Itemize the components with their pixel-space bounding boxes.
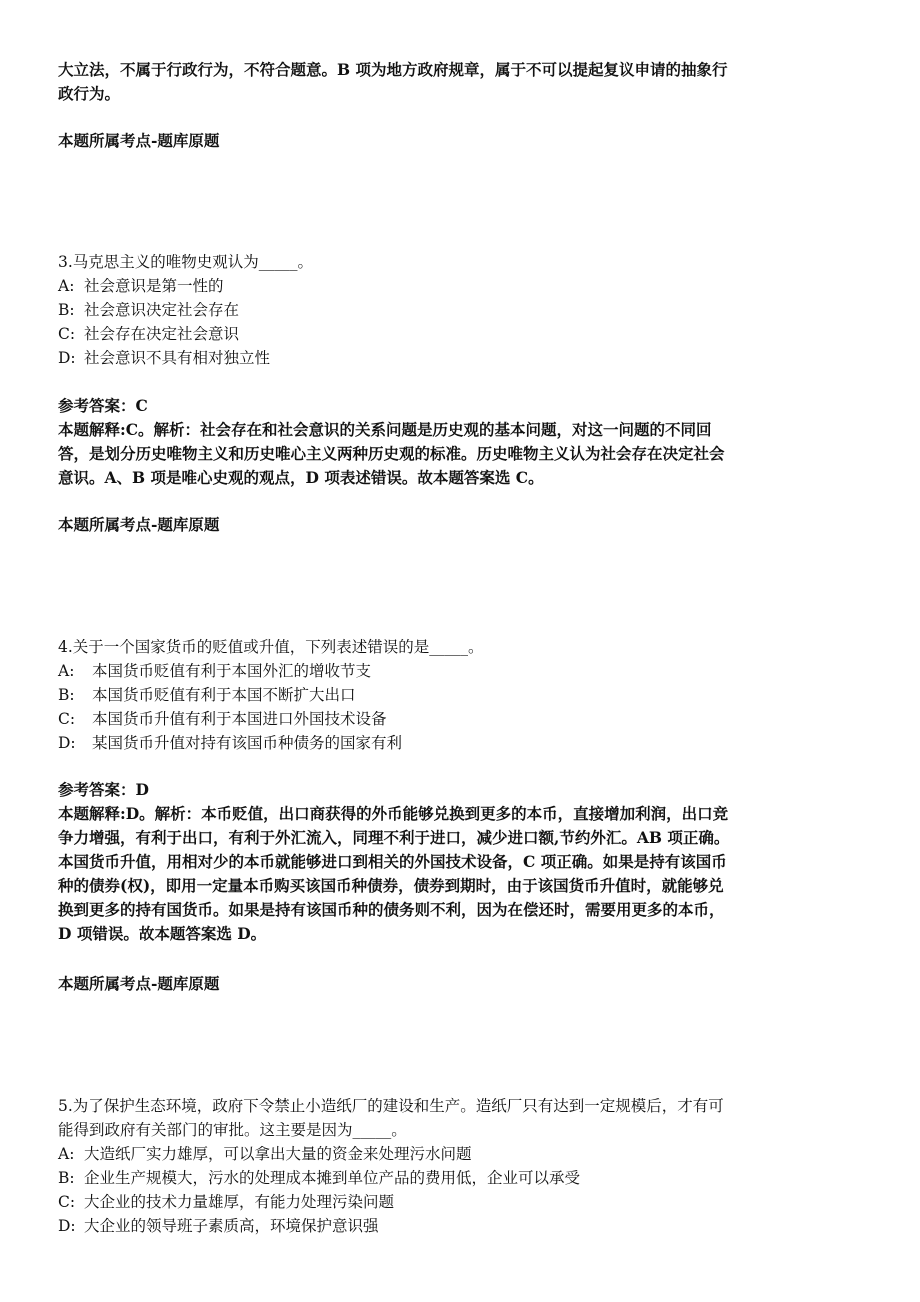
explanation-line: 本国货币升值，用相对少的本币就能够进口到相关的外国技术设备，C 项正确。如果是持有该国币	[58, 852, 727, 871]
option-text: 本国货币贬值有利于本国外汇的增收节支	[92, 662, 372, 680]
explanation-line: 答，是划分历史唯物主义和历史唯心主义两种历史观的标准。历史唯物主义认为社会存在决定社会	[58, 444, 725, 463]
carryover-line: 政行为。	[58, 84, 121, 103]
explanation-line: 意识。A、B 项是唯心史观的观点，D 项表述错误。故本题答案选 C。	[58, 468, 544, 487]
question-stem-line: 5.为了保护生态环境，政府下令禁止小造纸厂的建设和生产。造纸厂只有达到一定规模后，才有可	[58, 1097, 724, 1115]
option-key: B:	[58, 686, 75, 704]
option-key: A:	[58, 1145, 75, 1163]
option-text: 社会意识不具有相对独立性	[84, 349, 271, 367]
option-text: 本国货币贬值有利于本国不断扩大出口	[92, 686, 356, 704]
option-c	[58, 322, 863, 346]
explanation-line: 本题解释:C。解析：社会存在和社会意识的关系问题是历史观的基本问题，对这一问题的不同回	[58, 420, 712, 439]
answer-block-3	[58, 394, 863, 490]
option-a	[58, 274, 863, 298]
option-text: 社会意识决定社会存在	[84, 301, 240, 319]
option-a	[58, 1142, 863, 1166]
option-key: C:	[58, 710, 76, 728]
question-4	[58, 635, 863, 755]
option-key: B:	[58, 1169, 75, 1187]
answer-block-4	[58, 778, 863, 946]
question-stem-line: 能得到政府有关部门的审批。这主要是因为_____。	[58, 1121, 407, 1139]
option-text: 大企业的技术力量雄厚，有能力处理污染问题	[84, 1193, 395, 1211]
source-label: 本题所属考点-题库原题	[58, 974, 220, 993]
option-text: 本国货币升值有利于本国进口外国技术设备	[92, 710, 387, 728]
explanation-line: 种的债券(权)，即用一定量本币购买该国币种债券，债券到期时，由于该国货币升值时，就能够兑	[58, 876, 724, 895]
option-key: D:	[58, 1217, 76, 1235]
option-text: 某国货币升值对持有该国币种债务的国家有利	[92, 734, 403, 752]
option-b	[58, 298, 863, 322]
option-key: C:	[58, 1193, 76, 1211]
option-d	[58, 346, 863, 370]
option-key: A:	[58, 277, 75, 295]
option-key: A:	[58, 662, 75, 680]
option-d	[58, 1214, 863, 1238]
reference-answer: 参考答案：C	[58, 396, 148, 415]
option-text: 大企业的领导班子素质高，环境保护意识强	[84, 1217, 379, 1235]
option-text: 企业生产规模大，污水的处理成本摊到单位产品的费用低，企业可以承受	[84, 1169, 581, 1187]
explanation-line: 换到更多的持有国货币。如果是持有该国币种的债务则不利，因为在偿还时，需要用更多的本币，	[58, 900, 725, 919]
source-label: 本题所属考点-题库原题	[58, 515, 220, 534]
reference-answer: 参考答案：D	[58, 780, 149, 799]
question-stem: 3.马克思主义的唯物史观认为_____。	[58, 253, 314, 271]
option-b	[58, 1166, 863, 1190]
explanation-line: 本题解释:D。解析：本币贬值，出口商获得的外币能够兑换到更多的本币，直接增加利润，出口竞	[58, 804, 729, 823]
option-text: 大造纸厂实力雄厚，可以拿出大量的资金来处理污水问题	[84, 1145, 472, 1163]
option-key: C:	[58, 325, 76, 343]
option-key: D:	[58, 734, 76, 752]
option-key: D:	[58, 349, 76, 367]
source-label: 本题所属考点-题库原题	[58, 131, 220, 150]
option-c	[58, 1190, 863, 1214]
option-key: B:	[58, 301, 75, 319]
question-5	[58, 1094, 863, 1238]
carryover-line: 大立法，不属于行政行为，不符合题意。B 项为地方政府规章，属于不可以提起复议申请的抽象行	[58, 60, 728, 79]
explanation-line: D 项错误。故本题答案选 D。	[58, 924, 267, 943]
option-a	[58, 659, 863, 683]
option-d	[58, 731, 863, 755]
option-text: 社会意识是第一性的	[84, 277, 224, 295]
carryover-explanation	[58, 58, 863, 106]
question-3	[58, 250, 863, 370]
question-stem: 4.关于一个国家货币的贬值或升值，下列表述错误的是_____。	[58, 638, 484, 656]
explanation-line: 争力增强，有利于出口，有利于外汇流入，同理不利于进口，减少进口额,节约外汇。AB 项正确。	[58, 828, 730, 847]
option-c	[58, 707, 863, 731]
option-b	[58, 683, 863, 707]
option-text: 社会存在决定社会意识	[84, 325, 240, 343]
